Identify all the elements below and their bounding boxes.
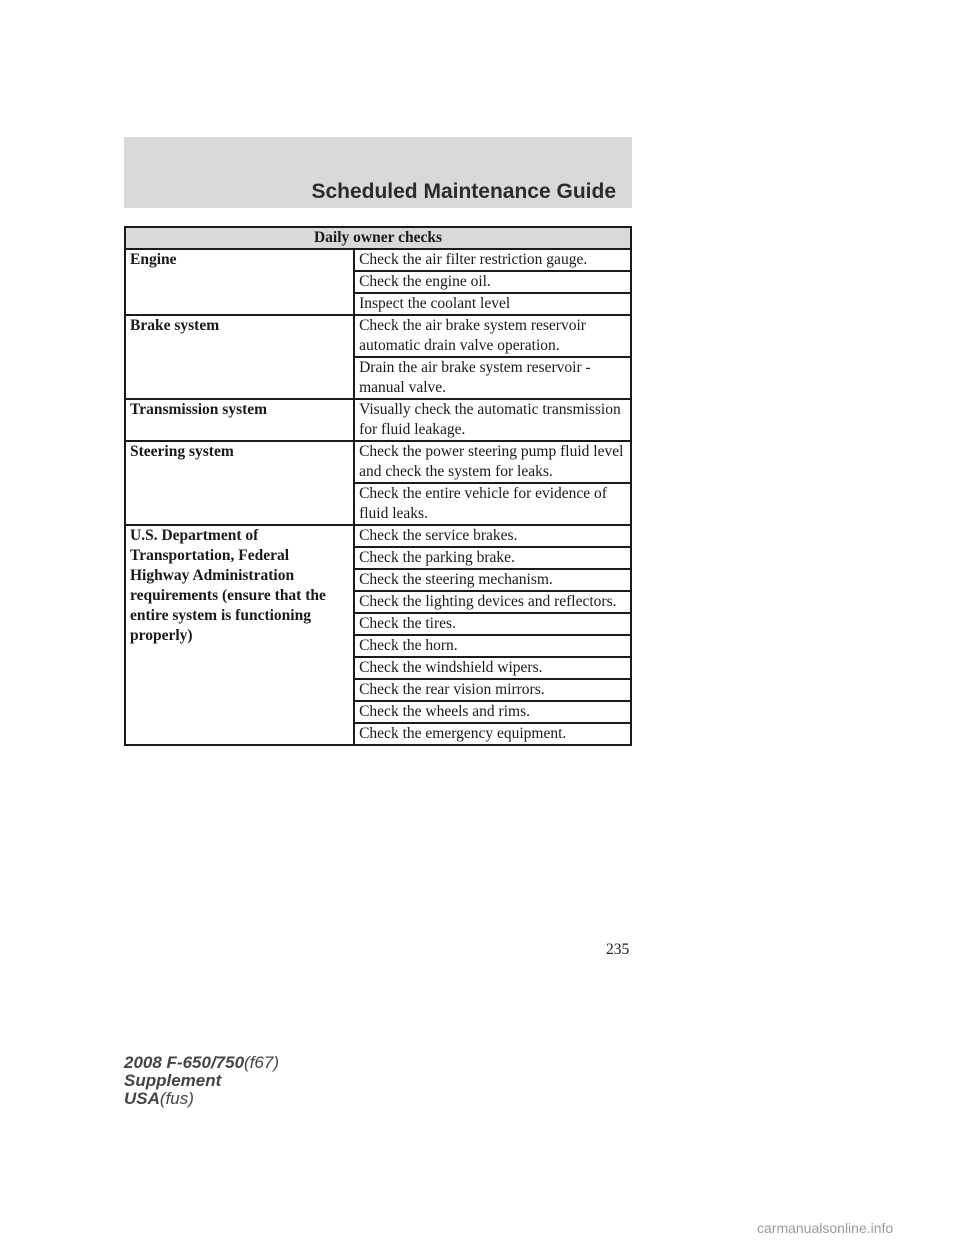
footer-market: USA bbox=[124, 1089, 160, 1108]
table-row bbox=[125, 315, 631, 357]
category-engine: Engine bbox=[125, 249, 354, 315]
check-item: Check the emergency equipment. bbox=[354, 723, 631, 745]
header-band bbox=[124, 137, 632, 208]
check-item: Check the service brakes. bbox=[354, 525, 631, 547]
check-item: Check the parking brake. bbox=[354, 547, 631, 569]
check-item: Check the horn. bbox=[354, 635, 631, 657]
table-row bbox=[125, 525, 631, 547]
check-item: Visually check the automatic transmission for fluid leakage. bbox=[354, 399, 631, 441]
check-item: Check the air filter restriction gauge. bbox=[354, 249, 631, 271]
category-dot-requirements: U.S. Department of Transportation, Federal Highway Administration requirements (ensure that the entire system is functioning properly) bbox=[125, 525, 354, 745]
footer-model-code: (f67) bbox=[244, 1053, 280, 1072]
check-item: Drain the air brake system reservoir - manual valve. bbox=[354, 357, 631, 399]
check-item: Inspect the coolant level bbox=[354, 293, 631, 315]
check-item: Check the entire vehicle for evidence of fluid leaks. bbox=[354, 483, 631, 525]
footer-line-1 bbox=[124, 1054, 279, 1072]
footer bbox=[124, 1054, 279, 1108]
category-brake-system: Brake system bbox=[125, 315, 354, 399]
footer-line-3 bbox=[124, 1090, 279, 1108]
footer-market-code: (fus) bbox=[159, 1089, 194, 1108]
footer-line-2: Supplement bbox=[124, 1071, 222, 1090]
check-item: Check the windshield wipers. bbox=[354, 657, 631, 679]
check-item: Check the rear vision mirrors. bbox=[354, 679, 631, 701]
table-row bbox=[125, 441, 631, 483]
check-item: Check the tires. bbox=[354, 613, 631, 635]
daily-checks-table bbox=[124, 226, 632, 746]
watermark: carmanualsonline.info bbox=[757, 1220, 894, 1236]
check-item: Check the steering mechanism. bbox=[354, 569, 631, 591]
table-title: Daily owner checks bbox=[125, 227, 631, 249]
page-number: 235 bbox=[606, 941, 630, 958]
table-row bbox=[125, 399, 631, 441]
page-title: Scheduled Maintenance Guide bbox=[311, 180, 616, 203]
category-steering-system: Steering system bbox=[125, 441, 354, 525]
check-item: Check the power steering pump fluid level and check the system for leaks. bbox=[354, 441, 631, 483]
check-item: Check the engine oil. bbox=[354, 271, 631, 293]
table-row bbox=[125, 249, 631, 271]
check-item: Check the air brake system reservoir automatic drain valve operation. bbox=[354, 315, 631, 357]
footer-model: 2008 F-650/750 bbox=[124, 1053, 245, 1072]
check-item: Check the lighting devices and reflectors. bbox=[354, 591, 631, 613]
check-item: Check the wheels and rims. bbox=[354, 701, 631, 723]
category-transmission-system: Transmission system bbox=[125, 399, 354, 441]
table-title-row bbox=[125, 227, 631, 249]
